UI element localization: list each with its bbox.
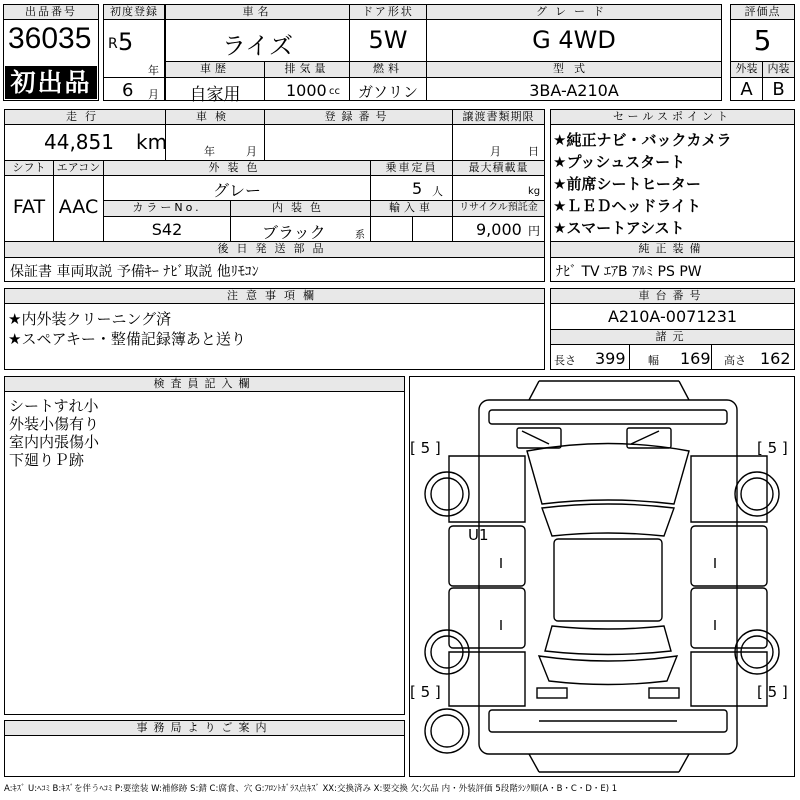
note-1: ★内外装クリーニング済 xyxy=(8,310,172,328)
selling-point-5: ★スマートアシスト xyxy=(553,219,685,237)
length-label: 長さ xyxy=(554,354,576,367)
equipment: ﾅﾋﾞ TV ｴｱB ｱﾙﾐ PS PW xyxy=(556,264,702,280)
damage-mark-u1: U1 xyxy=(468,526,489,544)
inspector-note-1: シートすれ小 xyxy=(9,397,99,415)
displacement-unit: cc xyxy=(329,86,340,97)
length: 399 xyxy=(595,349,626,368)
capacity-label: 乗車定員 xyxy=(371,161,452,175)
max-load-unit: kg xyxy=(528,186,541,197)
fuel: ガソリン xyxy=(357,83,418,101)
inspector-note-2: 外装小傷有り xyxy=(9,415,100,433)
registration-year-unit: 年 xyxy=(148,64,159,77)
inspector-notes-label: 検査員記入欄 xyxy=(5,377,404,391)
registration-month-unit: 月 xyxy=(148,88,159,101)
lot-number-label: 出品番号 xyxy=(4,5,98,19)
displacement-label: 排気量 xyxy=(265,62,349,77)
plate-number-label: 登録番号 xyxy=(265,110,452,124)
inspection-month-unit: 月 xyxy=(246,145,257,158)
tire-score-front-right: [ 5 ] xyxy=(757,439,788,457)
score: 5 xyxy=(753,24,772,57)
fuel-label: 燃料 xyxy=(350,62,426,77)
registration-year: 5 xyxy=(118,28,134,56)
model-label: 型式 xyxy=(427,62,721,77)
recycle-fee-label: リサイクル預託金 xyxy=(453,201,544,216)
capacity: 5 xyxy=(412,179,423,198)
score-label: 評価点 xyxy=(731,5,794,19)
car-name: ライズ xyxy=(221,32,294,60)
history-label: 車歴 xyxy=(166,62,264,77)
car-name-label: 車名 xyxy=(166,5,349,19)
max-load-label: 最大積載量 xyxy=(453,161,544,175)
interior-grade-label: 内装 xyxy=(763,62,794,77)
front-door-right xyxy=(691,526,767,586)
legend: A:ｷｽﾞ U:ﾍｺﾐ B:ｷｽﾞを伴うﾍｺﾐ P:要塗装 W:補修跡 S:錆 C:腐食、穴 G:ﾌﾛﾝﾄｶﾞﾗｽ点ｷｽﾞ XX:交換済み X:要交換 欠:欠品 内・外装評価 5段階ﾗﾝｸ順(A・B・C・D・E) 1 xyxy=(4,784,618,794)
mileage: 44,851 xyxy=(44,130,114,154)
tire-score-rear-right: [ 5 ] xyxy=(757,683,788,701)
windshield xyxy=(542,504,674,536)
rear-window xyxy=(545,626,671,655)
exterior-color: グレー xyxy=(212,181,261,200)
ac-label: エアコン xyxy=(54,161,103,175)
transfer-month-unit: 月 xyxy=(490,145,501,158)
chassis-number: A210A-0071231 xyxy=(607,307,738,326)
car-body-diagram xyxy=(409,376,795,777)
first-listing-badge: 初出品 xyxy=(5,66,97,99)
rear-door-right xyxy=(691,588,767,648)
shift-label: シフト xyxy=(5,161,53,175)
displacement: 1000 xyxy=(286,81,327,100)
tailgate xyxy=(539,656,677,685)
mileage-unit: km xyxy=(136,130,168,154)
transfer-day-unit: 日 xyxy=(528,145,539,158)
equipment-label: 純正装備 xyxy=(551,242,794,257)
import-label: 輸入車 xyxy=(371,201,452,216)
inspector-note-3: 室内内張傷小 xyxy=(9,433,100,451)
door-type: 5W xyxy=(368,26,408,54)
specs-label: 諸元 xyxy=(551,330,794,344)
selling-points-label: セールスポイント xyxy=(551,110,794,124)
history: 自家用 xyxy=(189,85,241,105)
color-number: S42 xyxy=(151,220,183,239)
note-2: ★スペアキー・整備記録簿あと送り xyxy=(8,330,246,348)
width: 169 xyxy=(680,349,711,368)
door-type-label: ドア形状 xyxy=(350,5,426,19)
inspection-label: 車検 xyxy=(166,110,264,124)
color-number-label: カラーNo. xyxy=(104,201,230,216)
transfer-deadline-label: 譲渡書類期限 xyxy=(453,110,544,124)
tire-score-rear-left: [ 5 ] xyxy=(410,683,441,701)
width-label: 幅 xyxy=(648,354,659,367)
inspector-note-4: 下廻りＰ跡 xyxy=(9,451,85,469)
chassis-number-label: 車台番号 xyxy=(551,289,794,303)
grade-label: グレード xyxy=(427,5,721,19)
notes-label: 注意事項欄 xyxy=(5,289,544,303)
selling-point-4: ★ＬＥＤヘッドライト xyxy=(553,197,701,215)
front-fender-right xyxy=(691,456,767,522)
capacity-unit: 人 xyxy=(432,185,443,198)
car-outline xyxy=(479,400,737,754)
registration-era: R xyxy=(108,36,118,52)
exterior-grade: A xyxy=(740,79,753,100)
air-conditioner: AAC xyxy=(58,196,99,218)
selling-point-3: ★前席シートヒーター xyxy=(553,175,701,193)
rear-door-left xyxy=(449,588,525,648)
selling-point-2: ★プッシュスタート xyxy=(553,153,686,171)
followup-parts-label: 後日発送部品 xyxy=(5,242,544,257)
registration-month: 6 xyxy=(122,80,134,101)
inspection-year-unit: 年 xyxy=(204,145,215,158)
tire-score-front-left: [ 5 ] xyxy=(410,439,441,457)
lot-number: 36035 xyxy=(8,22,92,55)
roof xyxy=(554,539,662,621)
mileage-label: 走行 xyxy=(5,110,165,124)
shift: FAT xyxy=(12,196,46,218)
first-registration-label: 初度登録 xyxy=(104,5,164,19)
recycle-fee-unit: 円 xyxy=(528,224,541,238)
grade: G 4WD xyxy=(532,26,616,54)
exterior-color-label: 外装色 xyxy=(104,161,370,175)
rear-fender-right xyxy=(691,652,767,706)
height: 162 xyxy=(760,349,791,368)
interior-color-unit: 系 xyxy=(355,230,365,241)
interior-color: ブラック xyxy=(262,223,326,242)
interior-grade: B xyxy=(772,79,785,100)
interior-color-label: 内装色 xyxy=(231,201,370,216)
exterior-grade-label: 外装 xyxy=(731,62,762,77)
recycle-fee: 9,000 xyxy=(476,220,522,239)
height-label: 高さ xyxy=(724,354,746,367)
hood xyxy=(527,444,689,505)
model-code: 3BA-A210A xyxy=(529,81,619,100)
followup-parts: 保証書 車両取説 予備ｷｰ ﾅﾋﾞ取説 他ﾘﾓｺﾝ xyxy=(10,264,259,280)
office-notice-label: 事務局よりご案内 xyxy=(5,721,404,735)
selling-point-1: ★純正ナビ・バックカメラ xyxy=(553,131,732,149)
